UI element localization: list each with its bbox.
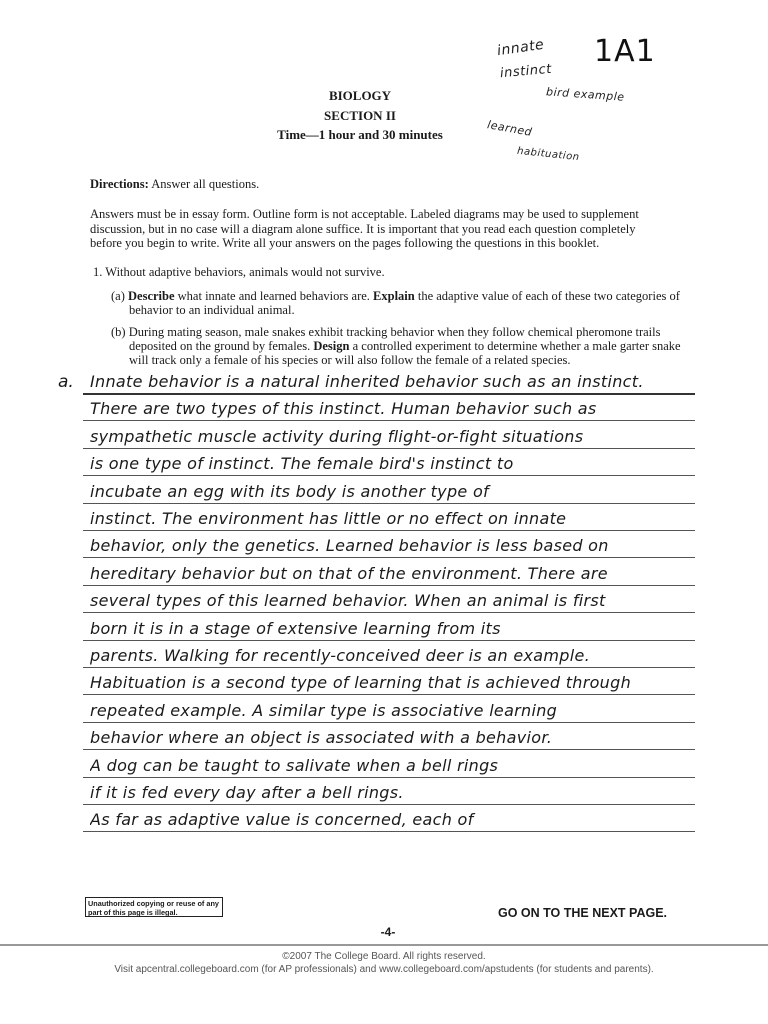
answer-line: is one type of instinct. The female bird's instinct to <box>90 454 514 473</box>
answer-rule <box>83 777 695 778</box>
page-number: -4- <box>380 925 396 939</box>
answer-rule <box>83 393 695 395</box>
answer-rule <box>83 557 695 558</box>
part-b-text-1: During mating season, male snakes exhibit tracking behavior when they follow chemical pheromone trails deposited on the ground by females. <box>128 325 661 353</box>
answer-line: sympathetic muscle activity during flight-or-fight situations <box>90 427 584 446</box>
answer-rule <box>83 694 695 695</box>
answer-rule <box>83 475 695 476</box>
exam-section: SECTION II <box>324 108 396 123</box>
question-number: 1. <box>93 265 103 279</box>
answer-rule <box>83 585 695 586</box>
answer-line: parents. Walking for recently-conceived deer is an example. <box>90 646 590 665</box>
directions <box>90 177 259 192</box>
part-a-label: (a) <box>111 289 125 303</box>
answer-rule <box>83 831 695 832</box>
answer-rule <box>83 722 695 723</box>
answer-rule <box>83 667 695 668</box>
answer-rule <box>83 804 695 805</box>
question-part-b <box>111 325 691 367</box>
part-a-verb-describe: Describe <box>128 289 175 303</box>
exam-time: Time—1 hour and 30 minutes <box>277 127 443 142</box>
margin-note-habituation: habituation <box>516 145 581 164</box>
answer-rule <box>83 448 695 449</box>
answer-line: There are two types of this instinct. Human behavior such as <box>90 399 597 418</box>
question-part-a <box>111 289 691 317</box>
answer-line: hereditary behavior but on that of the environment. There are <box>90 564 608 583</box>
part-b-label: (b) <box>111 325 126 339</box>
directions-label: Directions: <box>90 177 149 191</box>
answer-part-label: a. <box>58 372 74 392</box>
question-1 <box>93 265 385 280</box>
copyright-notice: ©2007 The College Board. All rights reserved. <box>282 951 486 962</box>
go-on-notice: GO ON TO THE NEXT PAGE. <box>498 906 668 920</box>
margin-note-innate: innate <box>496 36 546 60</box>
answer-line: Innate behavior is a natural inherited behavior such as an instinct. <box>90 372 644 391</box>
directions-text: Answer all questions. <box>151 177 260 191</box>
visit-notice: Visit apcentral.collegeboard.com (for AP professionals) and www.collegeboard.com/apstudents (for students and parents). <box>114 964 654 975</box>
footer-divider <box>0 944 768 946</box>
page-id-label: 1A1 <box>594 34 656 69</box>
answer-line: Habituation is a second type of learning that is achieved through <box>90 673 632 692</box>
part-a-text-1: what innate and learned behaviors are. <box>177 289 370 303</box>
part-b-text-2: a controlled experiment to determine whether a male garter snake will track only a female of his species or will also follow the female of a related species. <box>129 339 681 367</box>
margin-note-learned: learned <box>486 118 534 139</box>
answer-line: As far as adaptive value is concerned, each of <box>90 810 474 829</box>
answer-line: behavior, only the genetics. Learned behavior is less based on <box>90 536 609 555</box>
answer-line: repeated example. A similar type is associative learning <box>90 701 558 720</box>
answer-line: several types of this learned behavior. When an animal is first <box>90 591 606 610</box>
part-b-verb-design: Design <box>313 339 350 353</box>
copy-warning-box: Unauthorized copying or reuse of any part of this page is illegal. <box>85 897 223 917</box>
answer-line: born it is in a stage of extensive learning from its <box>90 619 501 638</box>
instructions: Answers must be in essay form. Outline form is not acceptable. Labeled diagrams may be used to supplement discussion, but in no case will a diagram alone suffice. It is important that you read each question completely before you begin to write. Write all your answers on the pages following the questions in this booklet. <box>90 207 639 250</box>
part-a-verb-explain: Explain <box>373 289 415 303</box>
answer-line: behavior where an object is associated with a behavior. <box>90 728 553 747</box>
answer-rule <box>83 749 695 750</box>
answer-rule <box>83 612 695 613</box>
answer-line: incubate an egg with its body is another type of <box>90 482 489 501</box>
answer-line: instinct. The environment has little or no effect on innate <box>90 509 567 528</box>
exam-subject: BIOLOGY <box>328 88 392 103</box>
answer-line: A dog can be taught to salivate when a bell rings <box>90 756 499 775</box>
answer-rule <box>83 640 695 641</box>
answer-rule <box>83 503 695 504</box>
answer-line: if it is fed every day after a bell rings. <box>90 783 404 802</box>
margin-note-instinct: instinct <box>499 61 553 82</box>
answer-rule <box>83 420 695 421</box>
question-prompt: Without adaptive behaviors, animals would not survive. <box>105 265 385 279</box>
part-a-text-2: the adaptive value of each of these two categories of behavior to an individual animal. <box>129 289 680 317</box>
margin-note-bird-example: bird example <box>545 85 625 104</box>
answer-rule <box>83 530 695 531</box>
